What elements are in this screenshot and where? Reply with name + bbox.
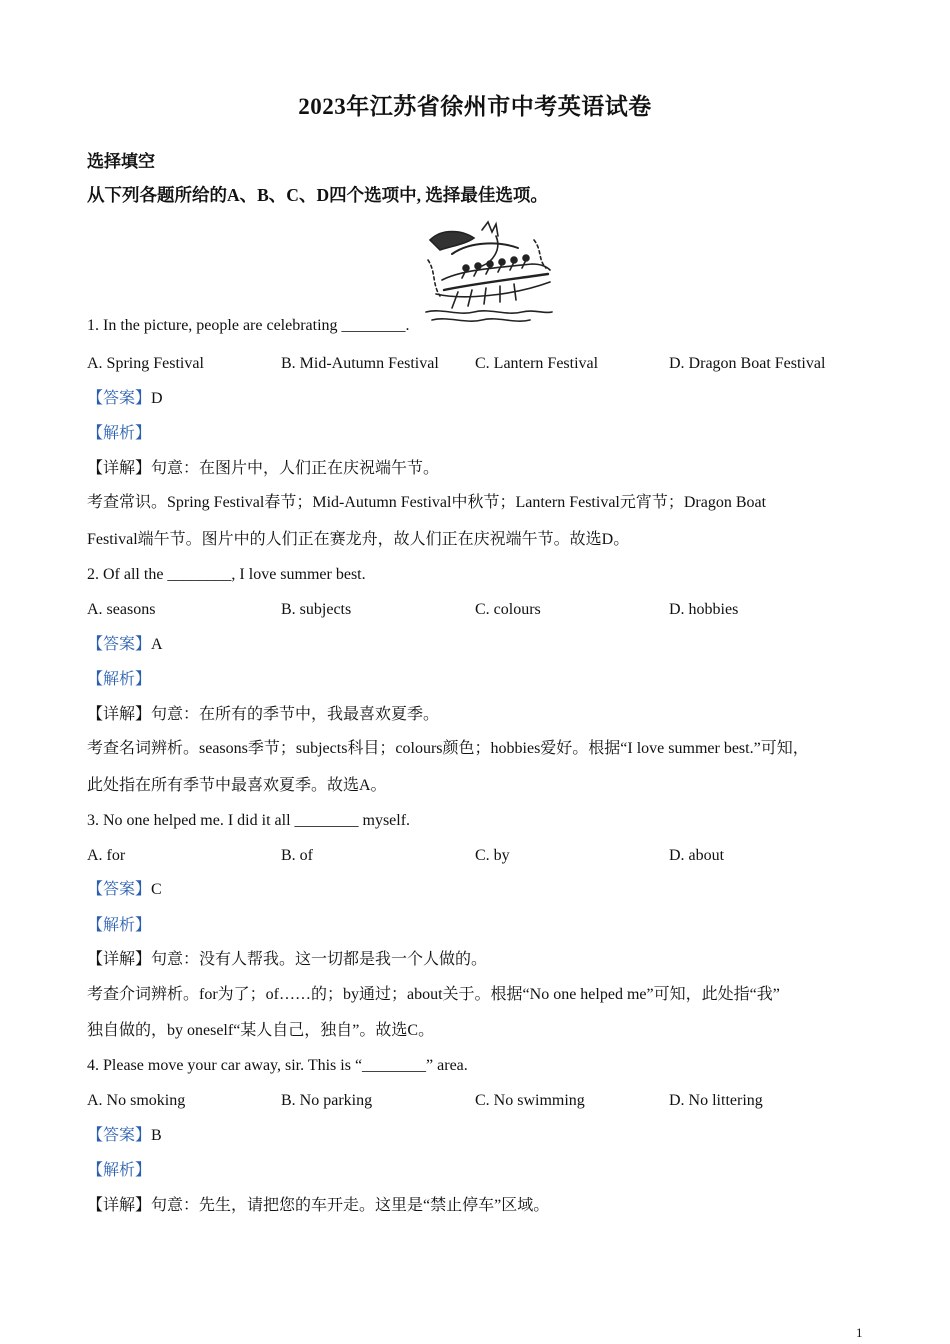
option-a: A. for: [87, 847, 126, 864]
detail-text: 句意：在图片中，人们正在庆祝端午节。: [151, 460, 440, 477]
option-c: C. Lantern Festival: [475, 355, 599, 372]
option-c: C. No swimming: [475, 1092, 585, 1109]
section-heading: 选择填空: [87, 152, 155, 171]
explanation-text: Festival端午节。图片中的人们正在赛龙舟，故人们正在庆祝端午节。故选D。: [87, 531, 630, 548]
detail-line: [87, 1196, 549, 1216]
detail-label: 【详解】: [87, 460, 152, 477]
detail-text: 句意：没有人帮我。这一切都是我一个人做的。: [151, 951, 488, 968]
analysis-label: 【解析】: [87, 1162, 152, 1179]
answer-value: B: [151, 1127, 162, 1144]
option-d: D. No littering: [669, 1092, 763, 1109]
page-number: 1: [856, 1325, 863, 1340]
answer-line: [87, 1126, 162, 1146]
detail-text: 句意：先生，请把您的车开走。这里是“禁止停车”区域。: [151, 1197, 550, 1214]
detail-line: [87, 459, 439, 479]
explanation-text: 考查介词辨析。for为了；of……的；by通过；about关于。根据“No one helped me”可知，此处指“我”: [87, 986, 780, 1003]
detail-label: 【详解】: [87, 706, 152, 723]
detail-label: 【详解】: [87, 1197, 152, 1214]
answer-label: 【答案】: [87, 1127, 152, 1144]
answer-line: [87, 635, 163, 655]
explanation-text: 此处指在所有季节中最喜欢夏季。故选A。: [87, 777, 387, 794]
option-b: B. subjects: [281, 601, 352, 618]
explanation-text: 考查常识。Spring Festival春节；Mid-Autumn Festival中秋节；Lantern Festival元宵节；Dragon Boat: [87, 494, 767, 511]
answer-line: [87, 880, 162, 900]
option-b: B. Mid-Autumn Festival: [281, 355, 439, 372]
analysis-label: 【解析】: [87, 917, 152, 934]
option-a: A. No smoking: [87, 1092, 186, 1109]
answer-label: 【答案】: [87, 390, 152, 407]
dragon-boat-illustration: [422, 220, 556, 328]
answer-label: 【答案】: [87, 881, 152, 898]
option-a: A. Spring Festival: [87, 355, 204, 372]
option-c: C. colours: [475, 601, 541, 618]
analysis-label: 【解析】: [87, 425, 152, 442]
detail-line: [87, 705, 439, 725]
analysis-label: 【解析】: [87, 671, 152, 688]
option-b: B. No parking: [281, 1092, 373, 1109]
question-stem: 2. Of all the ________, I love summer best.: [87, 566, 366, 583]
explanation-text: 独自做的，by oneself“某人自己，独自”。故选C。: [87, 1022, 435, 1039]
explanation-text: 考查名词辨析。seasons季节；subjects科目；colours颜色；hobbies爱好。根据“I love summer best.”可知，: [87, 740, 809, 757]
option-d: D. hobbies: [669, 601, 739, 618]
answer-value: C: [151, 881, 162, 898]
question-stem: 1. In the picture, people are celebrating ________.: [87, 317, 410, 334]
question-stem: 3. No one helped me. I did it all ________ myself.: [87, 812, 411, 829]
answer-value: A: [151, 636, 163, 653]
detail-text: 句意：在所有的季节中，我最喜欢夏季。: [151, 706, 440, 723]
option-d: D. Dragon Boat Festival: [669, 355, 826, 372]
option-d: D. about: [669, 847, 725, 864]
answer-line: [87, 389, 163, 409]
page-title: 2023年江苏省徐州市中考英语试卷: [298, 94, 652, 119]
answer-value: D: [151, 390, 163, 407]
option-c: C. by: [475, 847, 510, 864]
option-a: A. seasons: [87, 601, 156, 618]
question-stem: 4. Please move your car away, sir. This is “________” area.: [87, 1057, 468, 1074]
option-b: B. of: [281, 847, 313, 864]
detail-label: 【详解】: [87, 951, 152, 968]
instruction: 从下列各题所给的A、B、C、D四个选项中, 选择最佳选项。: [87, 185, 548, 205]
detail-line: [87, 950, 487, 970]
answer-label: 【答案】: [87, 636, 152, 653]
